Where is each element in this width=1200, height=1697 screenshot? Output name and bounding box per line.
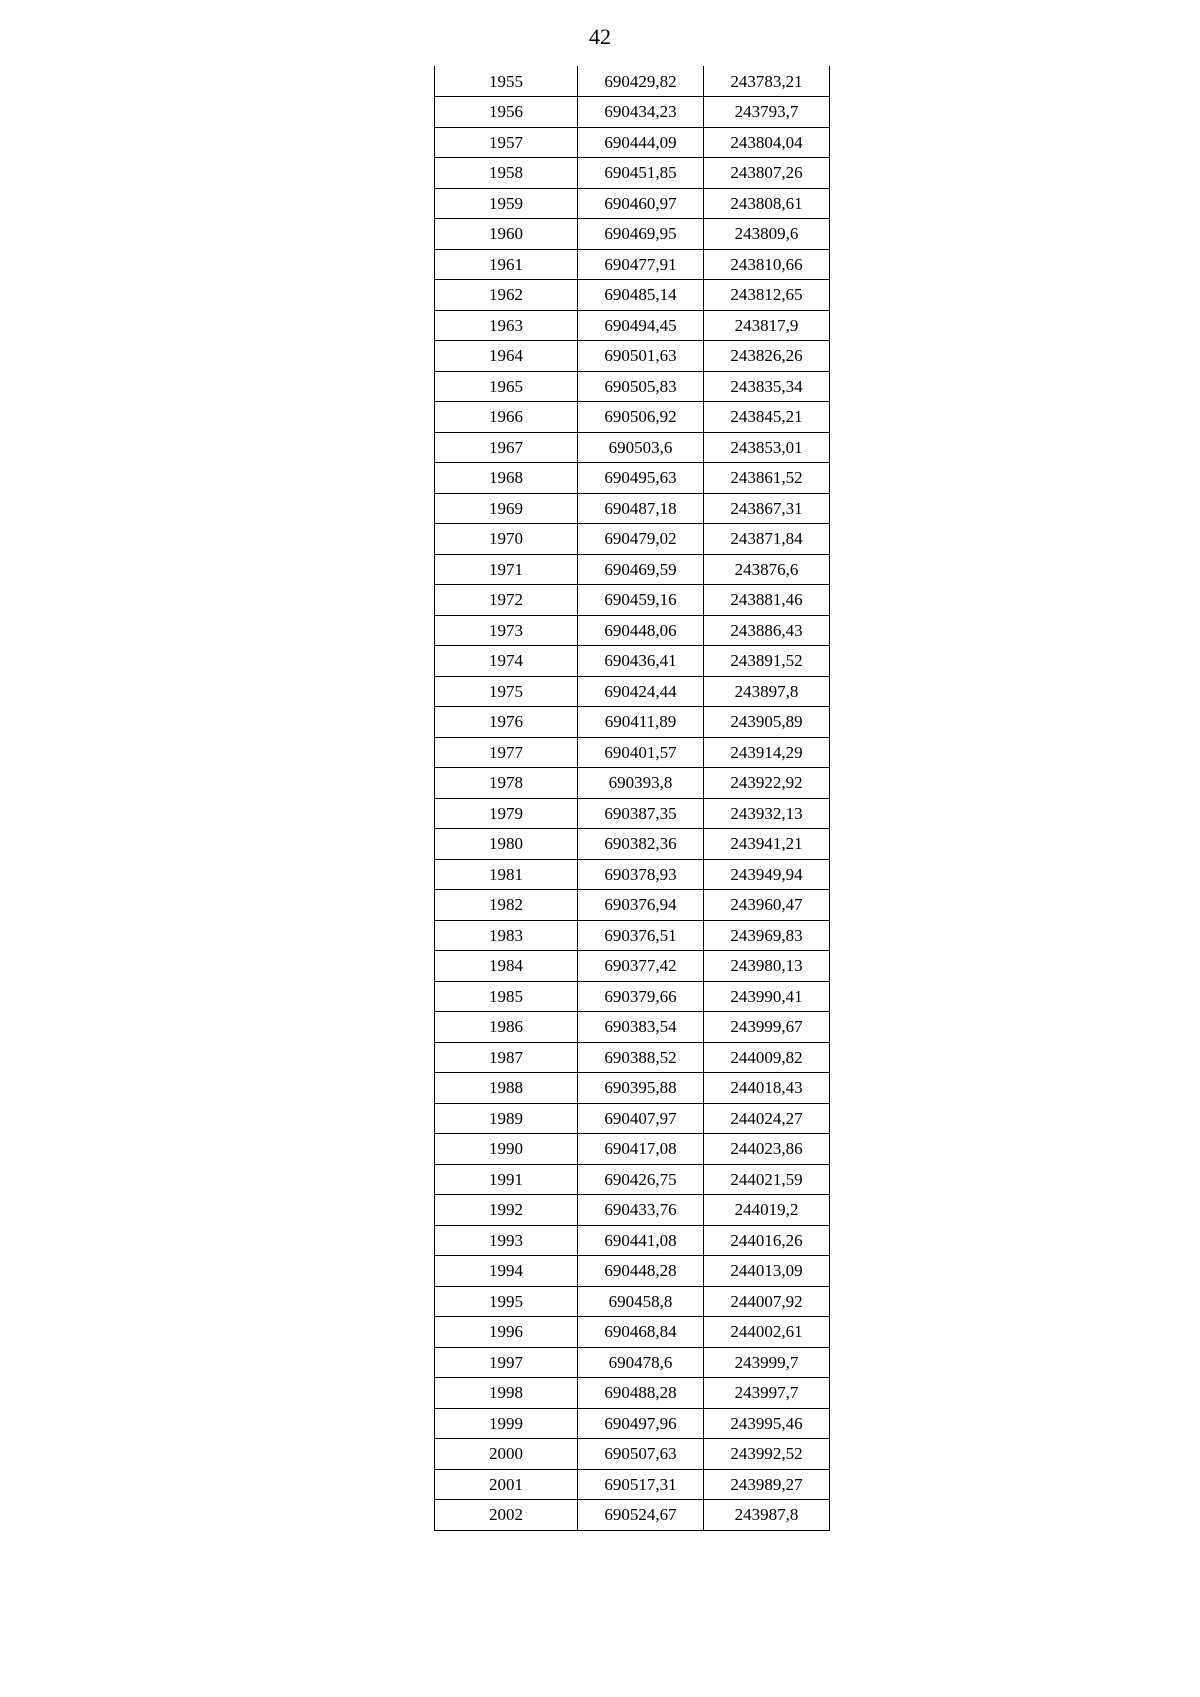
year-cell: 1983 (435, 920, 578, 951)
table-row (435, 432, 830, 463)
value-cell-1: 690411,89 (578, 707, 704, 738)
year-cell: 1992 (435, 1195, 578, 1226)
table-row (435, 1042, 830, 1073)
year-cell: 1980 (435, 829, 578, 860)
value-cell-1: 690407,97 (578, 1103, 704, 1134)
value-cell-2: 243812,65 (704, 280, 830, 311)
table-row (435, 554, 830, 585)
value-cell-2: 244013,09 (704, 1256, 830, 1287)
value-cell-2: 243891,52 (704, 646, 830, 677)
table-row (435, 1103, 830, 1134)
value-cell-1: 690488,28 (578, 1378, 704, 1409)
year-cell: 1958 (435, 158, 578, 189)
value-cell-1: 690460,97 (578, 188, 704, 219)
value-cell-1: 690451,85 (578, 158, 704, 189)
table-row (435, 524, 830, 555)
value-cell-2: 243808,61 (704, 188, 830, 219)
value-cell-2: 243922,92 (704, 768, 830, 799)
year-cell: 1973 (435, 615, 578, 646)
table-row (435, 1439, 830, 1470)
year-cell: 1965 (435, 371, 578, 402)
year-cell: 1988 (435, 1073, 578, 1104)
value-cell-2: 243853,01 (704, 432, 830, 463)
value-cell-2: 244002,61 (704, 1317, 830, 1348)
table-row (435, 371, 830, 402)
value-cell-2: 243905,89 (704, 707, 830, 738)
table-row (435, 1256, 830, 1287)
value-cell-1: 690379,66 (578, 981, 704, 1012)
value-cell-2: 244016,26 (704, 1225, 830, 1256)
value-cell-1: 690376,94 (578, 890, 704, 921)
year-cell: 1975 (435, 676, 578, 707)
value-cell-2: 244023,86 (704, 1134, 830, 1165)
table-body (435, 66, 830, 1530)
table-row (435, 707, 830, 738)
table-row (435, 493, 830, 524)
value-cell-1: 690424,44 (578, 676, 704, 707)
value-cell-1: 690469,95 (578, 219, 704, 250)
value-cell-1: 690393,8 (578, 768, 704, 799)
table-row (435, 1469, 830, 1500)
value-cell-1: 690478,6 (578, 1347, 704, 1378)
year-cell: 1995 (435, 1286, 578, 1317)
value-cell-2: 243876,6 (704, 554, 830, 585)
table-row (435, 1500, 830, 1531)
table-row (435, 1317, 830, 1348)
year-cell: 1994 (435, 1256, 578, 1287)
value-cell-1: 690507,63 (578, 1439, 704, 1470)
year-cell: 1981 (435, 859, 578, 890)
value-cell-2: 243992,52 (704, 1439, 830, 1470)
table-row (435, 829, 830, 860)
value-cell-1: 690487,18 (578, 493, 704, 524)
page-number: 42 (589, 24, 611, 49)
year-cell: 1956 (435, 97, 578, 128)
value-cell-2: 243810,66 (704, 249, 830, 280)
year-cell: 1968 (435, 463, 578, 494)
year-cell: 1989 (435, 1103, 578, 1134)
value-cell-1: 690434,23 (578, 97, 704, 128)
table-row (435, 1073, 830, 1104)
value-cell-2: 243914,29 (704, 737, 830, 768)
table-row (435, 798, 830, 829)
year-cell: 1977 (435, 737, 578, 768)
value-cell-1: 690388,52 (578, 1042, 704, 1073)
table-row (435, 219, 830, 250)
table-row (435, 158, 830, 189)
table-row (435, 1347, 830, 1378)
table-row (435, 1134, 830, 1165)
value-cell-2: 244018,43 (704, 1073, 830, 1104)
table-row (435, 1225, 830, 1256)
value-cell-2: 243783,21 (704, 66, 830, 97)
table-row (435, 737, 830, 768)
value-cell-2: 244007,92 (704, 1286, 830, 1317)
table-row (435, 1012, 830, 1043)
value-cell-1: 690448,28 (578, 1256, 704, 1287)
value-cell-1: 690517,31 (578, 1469, 704, 1500)
year-cell: 1974 (435, 646, 578, 677)
value-cell-2: 243987,8 (704, 1500, 830, 1531)
year-cell: 1984 (435, 951, 578, 982)
year-cell: 1972 (435, 585, 578, 616)
value-cell-2: 243989,27 (704, 1469, 830, 1500)
value-cell-2: 244019,2 (704, 1195, 830, 1226)
value-cell-2: 243845,21 (704, 402, 830, 433)
value-cell-1: 690495,63 (578, 463, 704, 494)
value-cell-1: 690503,6 (578, 432, 704, 463)
year-cell: 1963 (435, 310, 578, 341)
table-row (435, 1378, 830, 1409)
value-cell-2: 243980,13 (704, 951, 830, 982)
value-cell-1: 690395,88 (578, 1073, 704, 1104)
table-row (435, 585, 830, 616)
value-cell-2: 243997,7 (704, 1378, 830, 1409)
value-cell-1: 690479,02 (578, 524, 704, 555)
value-cell-1: 690458,8 (578, 1286, 704, 1317)
table-row (435, 1286, 830, 1317)
value-cell-1: 690505,83 (578, 371, 704, 402)
value-cell-2: 243941,21 (704, 829, 830, 860)
value-cell-1: 690501,63 (578, 341, 704, 372)
value-cell-1: 690485,14 (578, 280, 704, 311)
table-row (435, 127, 830, 158)
table-row (435, 310, 830, 341)
value-cell-1: 690376,51 (578, 920, 704, 951)
value-cell-2: 243807,26 (704, 158, 830, 189)
year-cell: 1998 (435, 1378, 578, 1409)
table-row (435, 951, 830, 982)
year-cell: 1957 (435, 127, 578, 158)
table-row (435, 463, 830, 494)
value-cell-1: 690459,16 (578, 585, 704, 616)
table-row (435, 66, 830, 97)
year-cell: 1979 (435, 798, 578, 829)
year-cell: 1993 (435, 1225, 578, 1256)
table-row (435, 981, 830, 1012)
value-cell-1: 690468,84 (578, 1317, 704, 1348)
table-row (435, 920, 830, 951)
value-cell-2: 243990,41 (704, 981, 830, 1012)
value-cell-2: 243793,7 (704, 97, 830, 128)
year-cell: 1955 (435, 66, 578, 97)
value-cell-2: 243809,6 (704, 219, 830, 250)
value-cell-1: 690506,92 (578, 402, 704, 433)
table-row (435, 280, 830, 311)
year-cell: 1991 (435, 1164, 578, 1195)
year-cell: 1967 (435, 432, 578, 463)
year-cell: 1990 (435, 1134, 578, 1165)
value-cell-1: 690477,91 (578, 249, 704, 280)
value-cell-1: 690441,08 (578, 1225, 704, 1256)
value-cell-1: 690387,35 (578, 798, 704, 829)
value-cell-1: 690417,08 (578, 1134, 704, 1165)
value-cell-1: 690382,36 (578, 829, 704, 860)
value-cell-1: 690494,45 (578, 310, 704, 341)
value-cell-1: 690401,57 (578, 737, 704, 768)
value-cell-1: 690444,09 (578, 127, 704, 158)
table-row (435, 1164, 830, 1195)
value-cell-1: 690383,54 (578, 1012, 704, 1043)
value-cell-2: 243804,04 (704, 127, 830, 158)
year-cell: 1976 (435, 707, 578, 738)
year-cell: 2000 (435, 1439, 578, 1470)
table-row (435, 249, 830, 280)
value-cell-2: 243826,26 (704, 341, 830, 372)
value-cell-2: 244024,27 (704, 1103, 830, 1134)
value-cell-2: 243881,46 (704, 585, 830, 616)
year-cell: 1962 (435, 280, 578, 311)
data-table (434, 66, 830, 1531)
year-cell: 1969 (435, 493, 578, 524)
table-row (435, 676, 830, 707)
year-cell: 1971 (435, 554, 578, 585)
value-cell-1: 690448,06 (578, 615, 704, 646)
value-cell-2: 243999,67 (704, 1012, 830, 1043)
table-row (435, 1195, 830, 1226)
value-cell-2: 243969,83 (704, 920, 830, 951)
value-cell-2: 243949,94 (704, 859, 830, 890)
value-cell-2: 243886,43 (704, 615, 830, 646)
table-row (435, 615, 830, 646)
value-cell-1: 690429,82 (578, 66, 704, 97)
table-row (435, 646, 830, 677)
value-cell-2: 243861,52 (704, 463, 830, 494)
value-cell-2: 243999,7 (704, 1347, 830, 1378)
value-cell-2: 243995,46 (704, 1408, 830, 1439)
value-cell-1: 690377,42 (578, 951, 704, 982)
value-cell-2: 243960,47 (704, 890, 830, 921)
value-cell-1: 690469,59 (578, 554, 704, 585)
year-cell: 1996 (435, 1317, 578, 1348)
value-cell-2: 243932,13 (704, 798, 830, 829)
table-row (435, 859, 830, 890)
year-cell: 1999 (435, 1408, 578, 1439)
year-cell: 1966 (435, 402, 578, 433)
value-cell-1: 690426,75 (578, 1164, 704, 1195)
value-cell-2: 243817,9 (704, 310, 830, 341)
year-cell: 1986 (435, 1012, 578, 1043)
value-cell-1: 690524,67 (578, 1500, 704, 1531)
table-row (435, 1408, 830, 1439)
year-cell: 1961 (435, 249, 578, 280)
year-cell: 1959 (435, 188, 578, 219)
value-cell-1: 690497,96 (578, 1408, 704, 1439)
year-cell: 2001 (435, 1469, 578, 1500)
year-cell: 1970 (435, 524, 578, 555)
table-row (435, 890, 830, 921)
table-row (435, 188, 830, 219)
year-cell: 1964 (435, 341, 578, 372)
year-cell: 1978 (435, 768, 578, 799)
table-row (435, 768, 830, 799)
table-row (435, 97, 830, 128)
value-cell-1: 690378,93 (578, 859, 704, 890)
value-cell-2: 244009,82 (704, 1042, 830, 1073)
value-cell-1: 690436,41 (578, 646, 704, 677)
year-cell: 1987 (435, 1042, 578, 1073)
table-row (435, 402, 830, 433)
table-row (435, 341, 830, 372)
year-cell: 1997 (435, 1347, 578, 1378)
value-cell-2: 243867,31 (704, 493, 830, 524)
value-cell-2: 243871,84 (704, 524, 830, 555)
data-table-container (434, 66, 830, 1531)
year-cell: 1985 (435, 981, 578, 1012)
value-cell-2: 243897,8 (704, 676, 830, 707)
year-cell: 1982 (435, 890, 578, 921)
value-cell-1: 690433,76 (578, 1195, 704, 1226)
year-cell: 2002 (435, 1500, 578, 1531)
value-cell-2: 243835,34 (704, 371, 830, 402)
value-cell-2: 244021,59 (704, 1164, 830, 1195)
year-cell: 1960 (435, 219, 578, 250)
